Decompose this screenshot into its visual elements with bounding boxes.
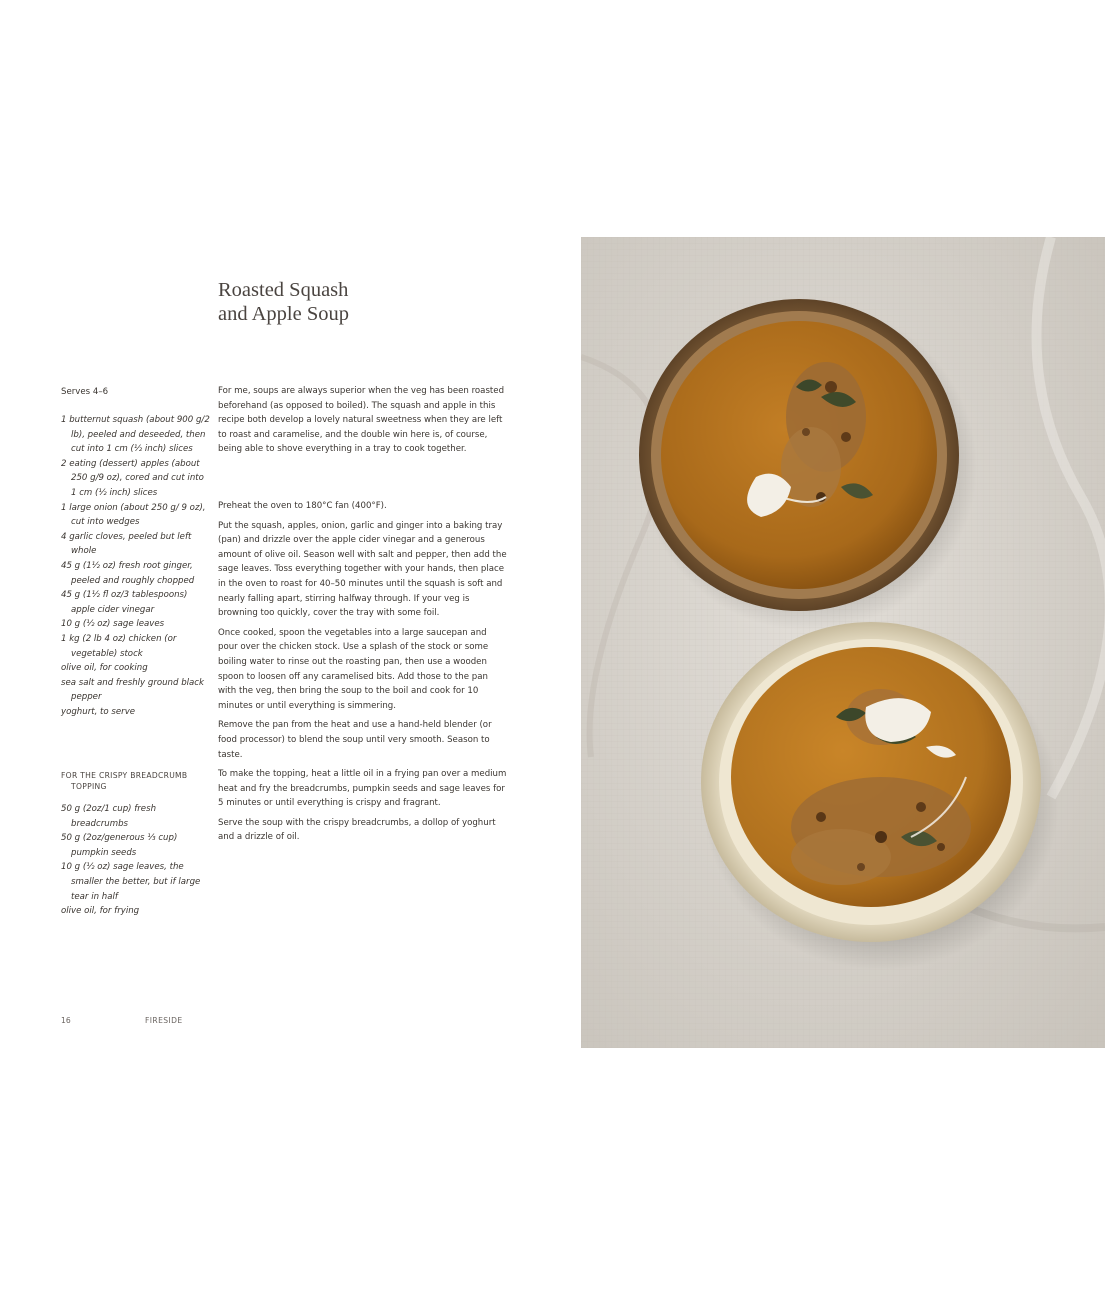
topping-ingredient-item: olive oil, for frying [61, 906, 140, 917]
soup-photo-illustration [581, 237, 1105, 1048]
method-steps [218, 499, 508, 850]
recipe-title [218, 278, 548, 326]
page-number: 16 [61, 1016, 71, 1025]
topping-heading: FOR THE CRISPY BREADCRUMB TOPPING [61, 771, 188, 791]
ingredient-item: 1 large onion (about 250 g/ 9 oz), cut into wedges [61, 502, 206, 528]
topping-ingredient-item: 50 g (2oz/generous ⅓ cup) pumpkin seeds [61, 833, 178, 858]
ingredient-item: 2 eating (dessert) apples (about 250 g/9 oz), cored and cut into 1 cm (½ inch) slices [61, 458, 204, 498]
method-step: Put the squash, apples, onion, garlic and ginger into a baking tray (pan) and drizzle over the apple cider vinegar and a generous amount of olive oil. Season well with salt and pepper, then add the sage leaves. Toss everything together with your hands, then place in the oven to roast for 40–50 minutes until the squash is soft and nearly falling apart, stirring halfway through. If your veg is browning too quickly, cover the tray with some foil. [218, 520, 507, 619]
recipe-title-line-2: and Apple Soup [218, 303, 349, 325]
ingredient-item: 4 garlic cloves, peeled but left whole [61, 531, 192, 557]
section-label: FIRESIDE [145, 1016, 183, 1025]
recipe-title-line-1: Roasted Squash [218, 279, 349, 301]
method-step: Preheat the oven to 180°C fan (400°F). [218, 501, 387, 511]
method-step: Remove the pan from the heat and use a hand-held blender (or food processor) to blend the soup until very smooth. Season to taste. [218, 720, 492, 760]
ingredient-item: yoghurt, to serve [61, 706, 136, 717]
method-step: Once cooked, spoon the vegetables into a large saucepan and pour over the chicken stock. Use a splash of the stock or some boiling water to rinse out the roasting pan, then use a wooden spoon to loosen off any caramelised bits. Add those to the pan with the veg, then bring the soup to the boil and cook for 10 minutes or until everything is simmering. [218, 627, 489, 711]
soup-photo [581, 237, 1105, 1048]
topping-ingredient-item: 10 g (½ oz) sage leaves, the smaller the better, but if large tear in half [61, 862, 201, 902]
ingredient-list [61, 413, 211, 719]
ingredient-item: 10 g (½ oz) sage leaves [61, 619, 165, 630]
topping-ingredient-list [61, 802, 211, 919]
recipe-intro: For me, soups are always superior when the veg has been roasted beforehand (as opposed to boiled). The squash and apple in this recipe both develop a lovely natural sweetness when they are left to roast and caramelise, and the double win here is, of course, being able to shove everything in a tray to cook together. [218, 386, 505, 455]
ingredient-item: 45 g (1½ oz) fresh root ginger, peeled and roughly chopped [61, 560, 195, 586]
method-step: To make the topping, heat a little oil in a frying pan over a medium heat and fry the breadcrumbs, pumpkin seeds and sage leaves for 5 minutes or until everything is crispy and fragrant. [218, 769, 507, 809]
topping-ingredient-item: 50 g (2oz/1 cup) fresh breadcrumbs [61, 804, 157, 829]
ingredient-item: sea salt and freshly ground black pepper [61, 677, 205, 703]
ingredient-item: 1 kg (2 lb 4 oz) chicken (or vegetable) stock [61, 633, 177, 659]
ingredient-item: olive oil, for cooking [61, 663, 148, 674]
serves-label: Serves 4–6 [61, 387, 109, 397]
ingredient-item: 45 g (1½ fl oz/3 tablespoons) apple cider vinegar [61, 590, 188, 615]
method-step: Serve the soup with the crispy breadcrumbs, a dollop of yoghurt and a drizzle of oil. [218, 817, 496, 843]
ingredient-item: 1 butternut squash (about 900 g/2 lb), peeled and deseeded, then cut into 1 cm (½ inch) slices [61, 415, 210, 455]
